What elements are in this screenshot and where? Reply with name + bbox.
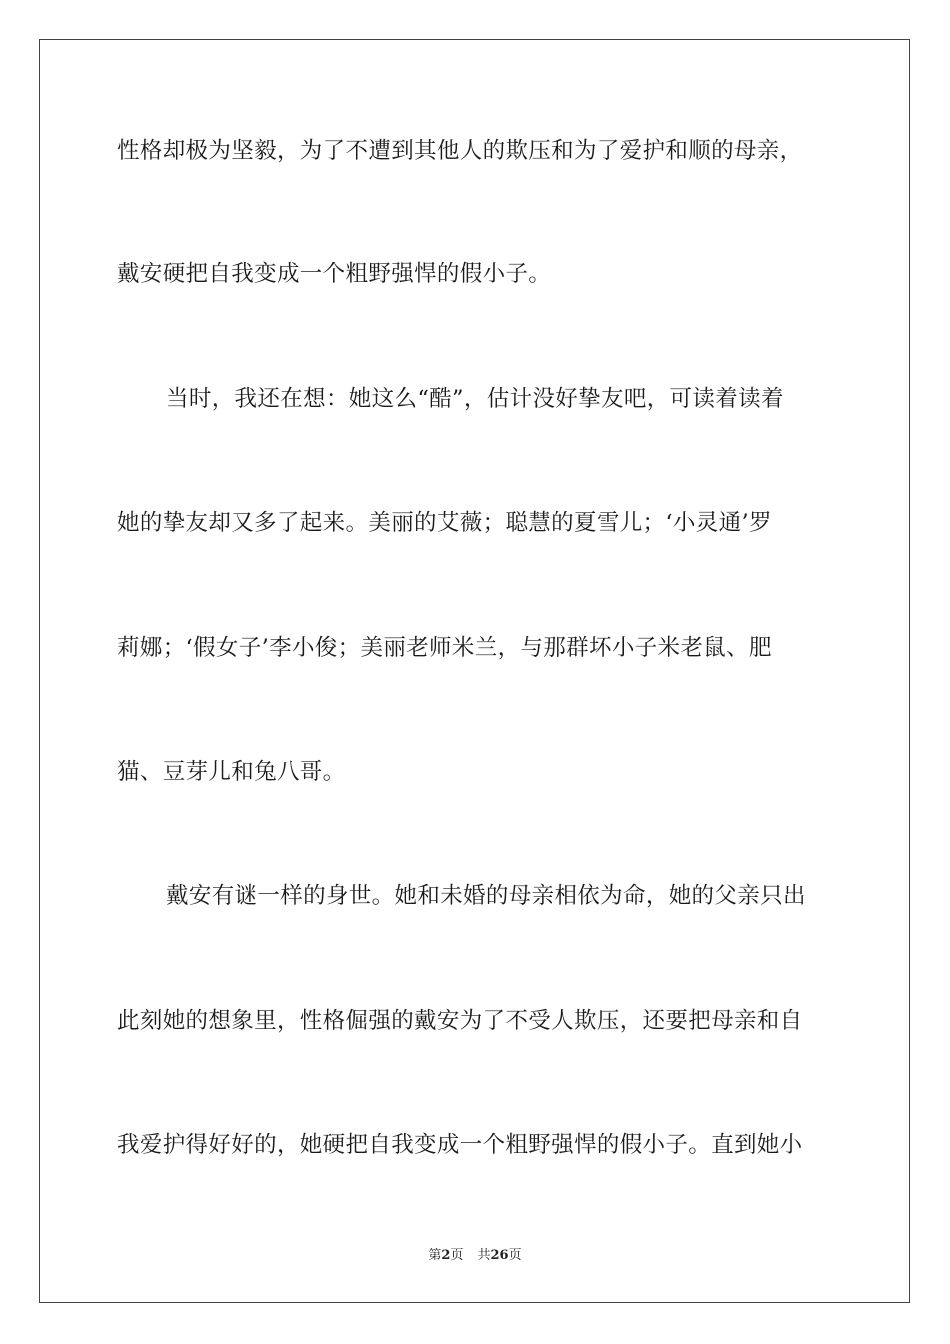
text-line: 莉娜；‘假女子’李小俊；美丽老师米兰，与那群坏小子米老鼠、肥: [117, 635, 772, 661]
page-frame: [39, 39, 910, 1303]
page-total: 共26页: [477, 1248, 522, 1263]
text-line: 我爱护得好好的，她硬把自我变成一个粗野强悍的假小子。直到她小: [117, 1132, 803, 1158]
text-line: 此刻她的想象里，性格倔强的戴安为了不受人欺压，还要把母亲和自: [117, 1008, 803, 1034]
page-number: 第2页: [428, 1248, 464, 1263]
text-line: 猫、豆芽儿和兔八哥。: [117, 759, 346, 785]
paragraph-start-line: 戴安有谜一样的身世。她和未婚的母亲相依为命，她的父亲只出: [166, 883, 806, 909]
text-line: 性格却极为坚毅，为了不遭到其他人的欺压和为了爱护和顺的母亲，: [117, 138, 803, 164]
text-line: 她的挚友却又多了起来。美丽的艾薇；聪慧的夏雪儿；‘小灵通’罗: [117, 510, 772, 536]
text-line: 戴安硬把自我变成一个粗野强悍的假小子。: [117, 261, 552, 287]
page-footer: [0, 1247, 950, 1265]
paragraph-start-line: 当时，我还在想：她这么“酷”，估计没好挚友吧，可读着读着: [166, 386, 784, 412]
